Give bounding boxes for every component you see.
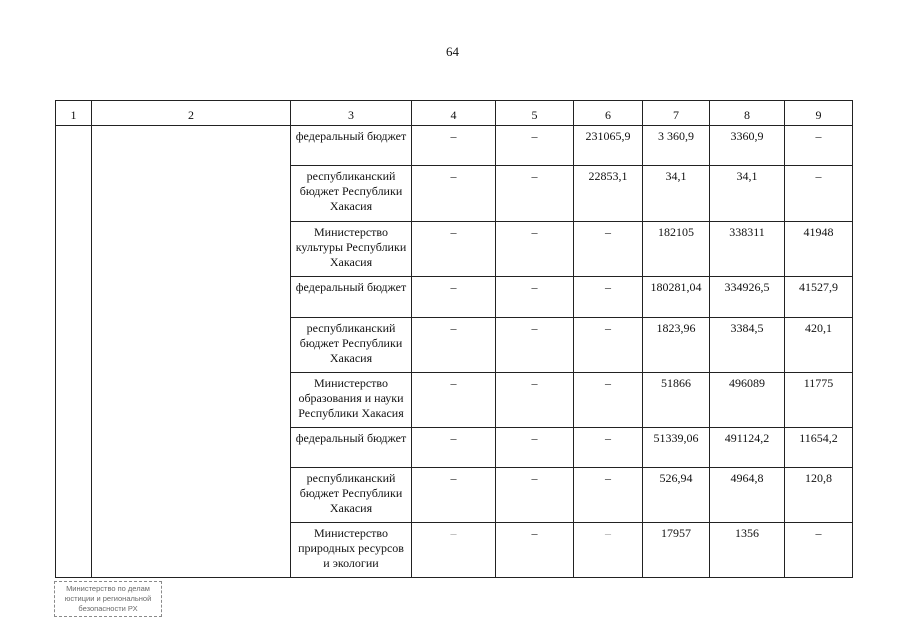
table-cell: – bbox=[412, 468, 496, 523]
table-cell: 22853,1 bbox=[574, 166, 643, 222]
table-cell: – bbox=[412, 373, 496, 428]
table-cell: 1356 bbox=[710, 523, 785, 578]
stamp-line: безопасности РХ bbox=[78, 604, 138, 613]
table-cell: 420,1 bbox=[785, 318, 853, 373]
column-header: 3 bbox=[291, 101, 412, 126]
registration-stamp bbox=[54, 581, 162, 617]
row-label: Министерство культуры Республики Хакасия bbox=[291, 222, 412, 277]
table-cell: – bbox=[574, 428, 643, 468]
table-cell: – bbox=[496, 428, 574, 468]
table-cell: – bbox=[496, 222, 574, 277]
table-cell: – bbox=[412, 428, 496, 468]
table-cell: 182105 bbox=[643, 222, 710, 277]
row-label: республиканский бюджет Республики Хакасия bbox=[291, 468, 412, 523]
table-cell: 1823,96 bbox=[643, 318, 710, 373]
row-label: федеральный бюджет bbox=[291, 428, 412, 468]
table-cell: 526,94 bbox=[643, 468, 710, 523]
table-cell: – bbox=[574, 277, 643, 318]
table-cell: 11654,2 bbox=[785, 428, 853, 468]
row-label: республиканский бюджет Республики Хакасия bbox=[291, 166, 412, 222]
table-cell: 334926,5 bbox=[710, 277, 785, 318]
column-header: 9 bbox=[785, 101, 853, 126]
table-cell: – bbox=[574, 523, 643, 578]
table-header-row bbox=[56, 101, 853, 126]
table-cell: 41527,9 bbox=[785, 277, 853, 318]
table-cell: – bbox=[412, 523, 496, 578]
table-cell: 34,1 bbox=[643, 166, 710, 222]
table-cell: 338311 bbox=[710, 222, 785, 277]
table-cell: – bbox=[412, 166, 496, 222]
stamp-line: Министерство по делам bbox=[66, 584, 150, 593]
table-cell: – bbox=[496, 277, 574, 318]
table-cell: 120,8 bbox=[785, 468, 853, 523]
column-header: 4 bbox=[412, 101, 496, 126]
merged-cell-col2 bbox=[92, 126, 291, 578]
table-cell: – bbox=[496, 318, 574, 373]
table-cell: 491124,2 bbox=[710, 428, 785, 468]
table-cell: 3384,5 bbox=[710, 318, 785, 373]
table-cell: – bbox=[496, 373, 574, 428]
table-cell: – bbox=[574, 222, 643, 277]
table-cell: 34,1 bbox=[710, 166, 785, 222]
budget-table bbox=[55, 100, 853, 578]
table-cell: – bbox=[496, 126, 574, 166]
merged-cell-col1 bbox=[56, 126, 92, 578]
table-cell: – bbox=[574, 468, 643, 523]
table-cell: 41948 bbox=[785, 222, 853, 277]
table-cell: 4964,8 bbox=[710, 468, 785, 523]
column-header: 8 bbox=[710, 101, 785, 126]
table-cell: 51866 bbox=[643, 373, 710, 428]
table-cell: – bbox=[785, 523, 853, 578]
table-cell: – bbox=[496, 468, 574, 523]
table-cell: – bbox=[574, 318, 643, 373]
column-header: 1 bbox=[56, 101, 92, 126]
table-cell: 11775 bbox=[785, 373, 853, 428]
row-label: республиканский бюджет Республики Хакасия bbox=[291, 318, 412, 373]
column-header: 6 bbox=[574, 101, 643, 126]
table-cell: 3 360,9 bbox=[643, 126, 710, 166]
row-label: Министерство образования и науки Республики Хакасия bbox=[291, 373, 412, 428]
row-label: федеральный бюджет bbox=[291, 277, 412, 318]
table-cell: – bbox=[574, 373, 643, 428]
table-row bbox=[56, 126, 853, 166]
table-cell: – bbox=[496, 166, 574, 222]
row-label: федеральный бюджет bbox=[291, 126, 412, 166]
table-cell: – bbox=[785, 126, 853, 166]
table-cell: 231065,9 bbox=[574, 126, 643, 166]
row-label: Министерство природных ресурсов и экологии bbox=[291, 523, 412, 578]
table-cell: – bbox=[496, 523, 574, 578]
table-cell: – bbox=[412, 318, 496, 373]
table-cell: 180281,04 bbox=[643, 277, 710, 318]
table-cell: 17957 bbox=[643, 523, 710, 578]
table-cell: – bbox=[412, 277, 496, 318]
table-cell: – bbox=[412, 222, 496, 277]
column-header: 5 bbox=[496, 101, 574, 126]
table-cell: 496089 bbox=[710, 373, 785, 428]
table-cell: 51339,06 bbox=[643, 428, 710, 468]
table-cell: – bbox=[412, 126, 496, 166]
table-cell: – bbox=[785, 166, 853, 222]
page-number: 64 bbox=[446, 44, 459, 59]
table-cell: 3360,9 bbox=[710, 126, 785, 166]
stamp-line: юстиции и региональной bbox=[64, 594, 152, 603]
column-header: 2 bbox=[92, 101, 291, 126]
column-header: 7 bbox=[643, 101, 710, 126]
